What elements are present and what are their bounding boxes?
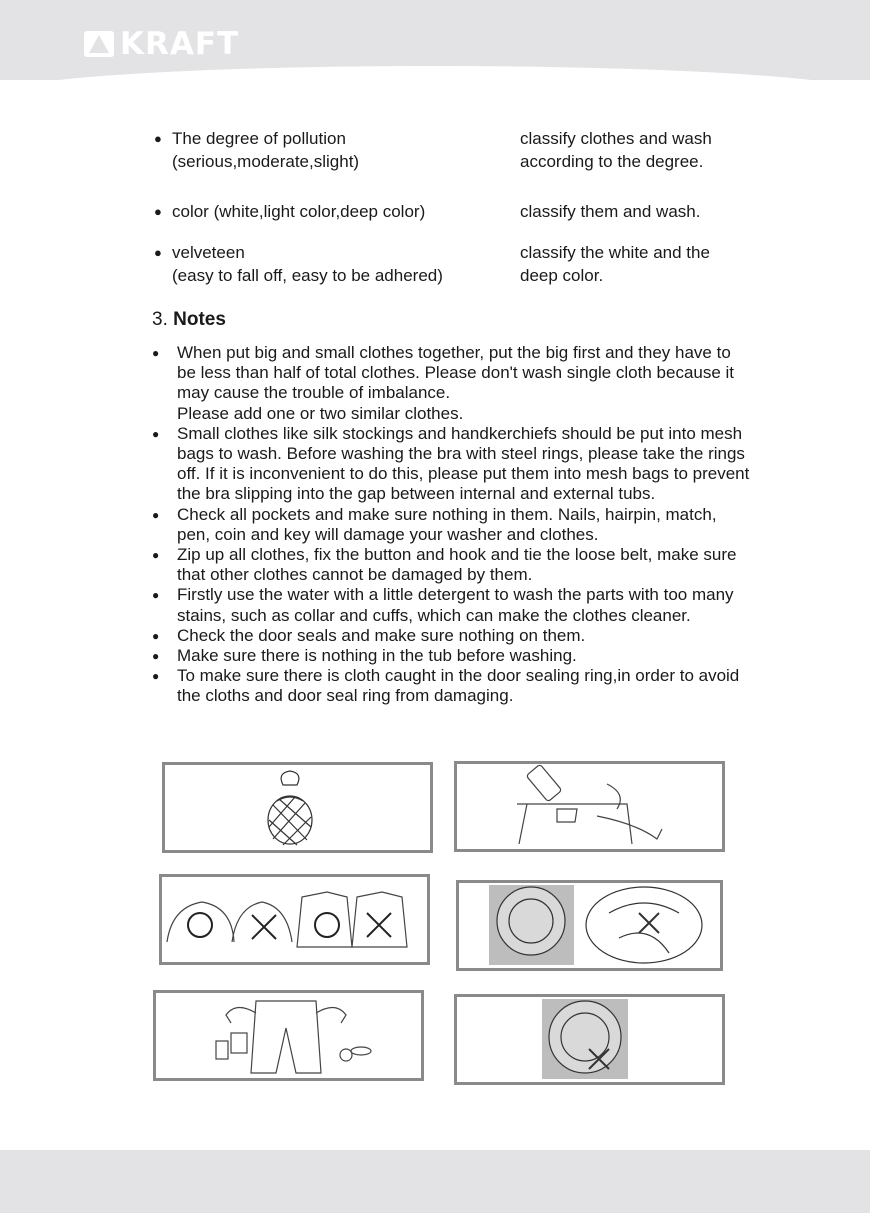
bullet-icon: ● bbox=[154, 245, 162, 260]
class-row-pollution bbox=[154, 127, 360, 173]
list-item: ● Check the door seals and make sure nothing on them. bbox=[152, 626, 752, 646]
door-seal-icon bbox=[459, 883, 720, 968]
zip-clothes-icon bbox=[162, 877, 427, 962]
detergent-bottle-icon bbox=[457, 764, 722, 849]
list-item: ● When put big and small clothes together, put the big first and they have to be less than half of total clothes. Please don't wash single cloth because it may cause the trouble of imbalance. Please add one or two similar clothes. bbox=[152, 343, 752, 424]
tub-icon bbox=[457, 997, 722, 1082]
tub-check-illustration bbox=[454, 994, 725, 1085]
list-item: ● Zip up all clothes, fix the button and hook and tie the loose belt, make sure that other clothes cannot be damaged by them. bbox=[152, 545, 752, 585]
page-footer bbox=[0, 1150, 870, 1213]
mesh-bag-illustration bbox=[162, 762, 433, 853]
brand-mark-icon bbox=[84, 31, 114, 57]
trousers-pockets-icon bbox=[156, 993, 421, 1078]
class-action-velveteen: classify the white and the deep color. bbox=[520, 243, 710, 285]
class-action-pollution: classify clothes and wash according to the degree. bbox=[520, 129, 712, 171]
empty-pockets-illustration bbox=[153, 990, 424, 1081]
notes-list bbox=[152, 343, 752, 707]
door-seal-check-illustration bbox=[456, 880, 723, 971]
brand-name: KRAFT bbox=[120, 26, 240, 62]
mesh-bag-icon bbox=[165, 765, 430, 850]
bullet-icon: ● bbox=[154, 131, 162, 146]
class-label: color (white,light color,deep color) bbox=[172, 202, 426, 221]
class-label: The degree of pollution bbox=[172, 129, 346, 148]
brand-logo bbox=[84, 26, 240, 62]
class-row-color bbox=[154, 200, 426, 223]
bullet-icon: ● bbox=[154, 204, 162, 219]
class-action-color: classify them and wash. bbox=[520, 202, 701, 221]
class-sub: (easy to fall off, easy to be adhered) bbox=[172, 266, 443, 285]
list-item: ● Check all pockets and make sure nothing in them. Nails, hairpin, match, pen, coin and key will damage your washer and clothes. bbox=[152, 505, 752, 545]
detergent-stain-illustration bbox=[454, 761, 725, 852]
list-item: ● Small clothes like silk stockings and handkerchiefs should be put into mesh bags to wash. Before washing the bra with steel rings, please take the rings off. If it is inconvenient to do this, please put them into mesh bags to prevent the bra slipping into the gap between internal and external tubs. bbox=[152, 424, 752, 505]
list-item: ● Firstly use the water with a little detergent to wash the parts with too many stains, such as collar and cuffs, which can make the clothes cleaner. bbox=[152, 585, 752, 625]
section-heading: 3. Notes bbox=[152, 309, 226, 330]
zip-up-clothes-illustration bbox=[159, 874, 430, 965]
class-sub: (serious,moderate,slight) bbox=[172, 152, 360, 171]
class-row-velveteen bbox=[154, 241, 443, 287]
list-item: ● Make sure there is nothing in the tub before washing. bbox=[152, 646, 752, 666]
class-label: velveteen bbox=[172, 243, 245, 262]
list-item: ● To make sure there is cloth caught in the door sealing ring,in order to avoid the cloths and door seal ring from damaging. bbox=[152, 666, 752, 706]
